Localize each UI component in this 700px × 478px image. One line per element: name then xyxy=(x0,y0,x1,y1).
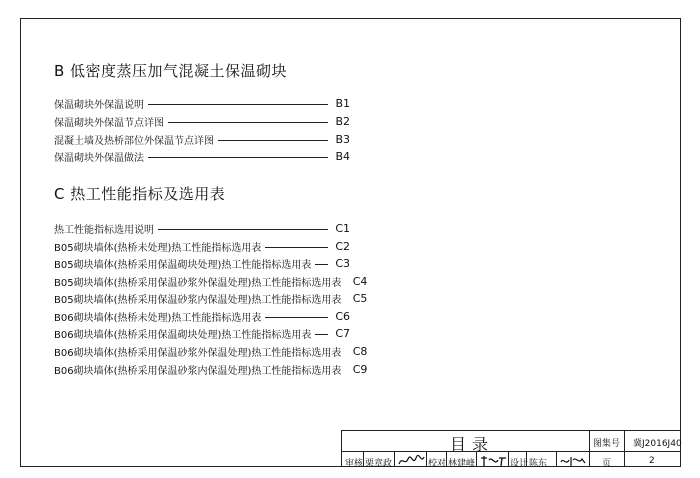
toc-entry-label: B05砌块墙体(热桥采用保温砌块处理)热工性能指标选用表 xyxy=(54,260,312,271)
title-block-divider xyxy=(363,451,364,467)
leader-line xyxy=(315,264,328,265)
leader-line xyxy=(265,317,328,318)
title-block-divider xyxy=(394,451,395,467)
leader-line xyxy=(158,229,328,230)
toc-entry-label: B05砌块墙体(热桥采用保温砂浆外保温处理)热工性能指标选用表 xyxy=(54,278,342,289)
toc-entry-code: C6 xyxy=(335,310,350,323)
title-block-divider xyxy=(508,451,509,467)
toc-entry-label: B06砌块墙体(热桥采用保温砌块处理)热工性能指标选用表 xyxy=(54,330,312,341)
toc-entry[interactable] xyxy=(54,132,350,147)
toc-entry-code: C1 xyxy=(335,222,350,235)
toc-entry-code: B2 xyxy=(335,115,350,128)
toc-entry[interactable] xyxy=(54,362,368,377)
title-block xyxy=(341,430,681,467)
title-block-divider xyxy=(589,431,590,467)
toc-entry-label: B05砌块墙体(热桥采用保温砂浆内保温处理)热工性能指标选用表 xyxy=(54,295,342,306)
title-block-divider xyxy=(342,451,681,452)
title-block-divider xyxy=(624,431,625,467)
toc-entry-code: C3 xyxy=(335,257,350,270)
check-label: 校对 xyxy=(428,459,447,469)
toc-entry-code: B3 xyxy=(335,133,350,146)
atlas-no: 冀J2016J40 xyxy=(633,439,682,449)
leader-line xyxy=(148,104,328,105)
toc-entry[interactable] xyxy=(54,309,350,324)
section-b-title: B 低密度蒸压加气混凝土保温砌块 xyxy=(54,62,288,80)
page-label: 页 xyxy=(602,459,612,469)
toc-entry-code: C8 xyxy=(352,345,368,358)
toc-entry-label: 保温砌块外保温节点详图 xyxy=(54,118,164,129)
toc-entry-code: C2 xyxy=(335,240,350,253)
toc-entry-code: C4 xyxy=(352,275,368,288)
title-block-divider xyxy=(426,451,427,467)
leader-line xyxy=(265,247,328,248)
checker-signature xyxy=(479,454,507,468)
toc-entry-code: C7 xyxy=(335,327,350,340)
toc-entry[interactable] xyxy=(54,149,350,164)
leader-line xyxy=(148,157,328,158)
toc-entry[interactable] xyxy=(54,114,350,129)
toc-entry-label: B06砌块墙体(热桥采用保温砂浆内保温处理)热工性能指标选用表 xyxy=(54,366,342,377)
leader-line xyxy=(168,122,328,123)
toc-entry-label: B06砌块墙体(热桥未处理)热工性能指标选用表 xyxy=(54,313,262,324)
toc-entry[interactable] xyxy=(54,291,368,306)
title-block-divider xyxy=(476,451,477,467)
toc-entry[interactable] xyxy=(54,221,350,236)
toc-entry-code: B4 xyxy=(335,150,350,163)
toc-entry-code: C9 xyxy=(352,363,368,376)
title-block-title: 目录 xyxy=(450,435,495,454)
toc-entry-label: B06砌块墙体(热桥采用保温砂浆外保温处理)热工性能指标选用表 xyxy=(54,348,342,359)
toc-entry[interactable] xyxy=(54,326,350,341)
toc-entry[interactable] xyxy=(54,274,368,289)
reviewer-signature xyxy=(397,454,425,468)
leader-line xyxy=(218,140,328,141)
designer-signature xyxy=(559,454,587,468)
toc-entry-label: B05砌块墙体(热桥未处理)热工性能指标选用表 xyxy=(54,243,262,254)
toc-entry[interactable] xyxy=(54,239,350,254)
toc-entry[interactable] xyxy=(54,96,350,111)
title-block-divider xyxy=(446,451,447,467)
title-block-divider xyxy=(556,451,557,467)
toc-entry-label: 保温砌块外保温做法 xyxy=(54,153,144,164)
review-label: 审核 xyxy=(345,459,364,469)
designer-name: 陈东 xyxy=(529,459,548,469)
toc-entry[interactable] xyxy=(54,344,368,359)
toc-entry[interactable] xyxy=(54,256,350,271)
checker-name: 林建峰 xyxy=(448,459,476,469)
toc-entry-code: B1 xyxy=(335,97,350,110)
atlas-no-label: 图集号 xyxy=(593,439,621,449)
page-number: 2 xyxy=(649,456,655,466)
reviewer-name: 栗章政 xyxy=(365,459,393,469)
toc-entry-label: 保温砌块外保温说明 xyxy=(54,100,144,111)
toc-entry-label: 混凝土墙及热桥部位外保温节点详图 xyxy=(54,136,214,147)
leader-line xyxy=(315,334,328,335)
toc-entry-code: C5 xyxy=(352,292,368,305)
section-c-title: C 热工性能指标及选用表 xyxy=(54,185,226,203)
design-label: 设计 xyxy=(510,459,529,469)
toc-entry-label: 热工性能指标选用说明 xyxy=(54,225,154,236)
